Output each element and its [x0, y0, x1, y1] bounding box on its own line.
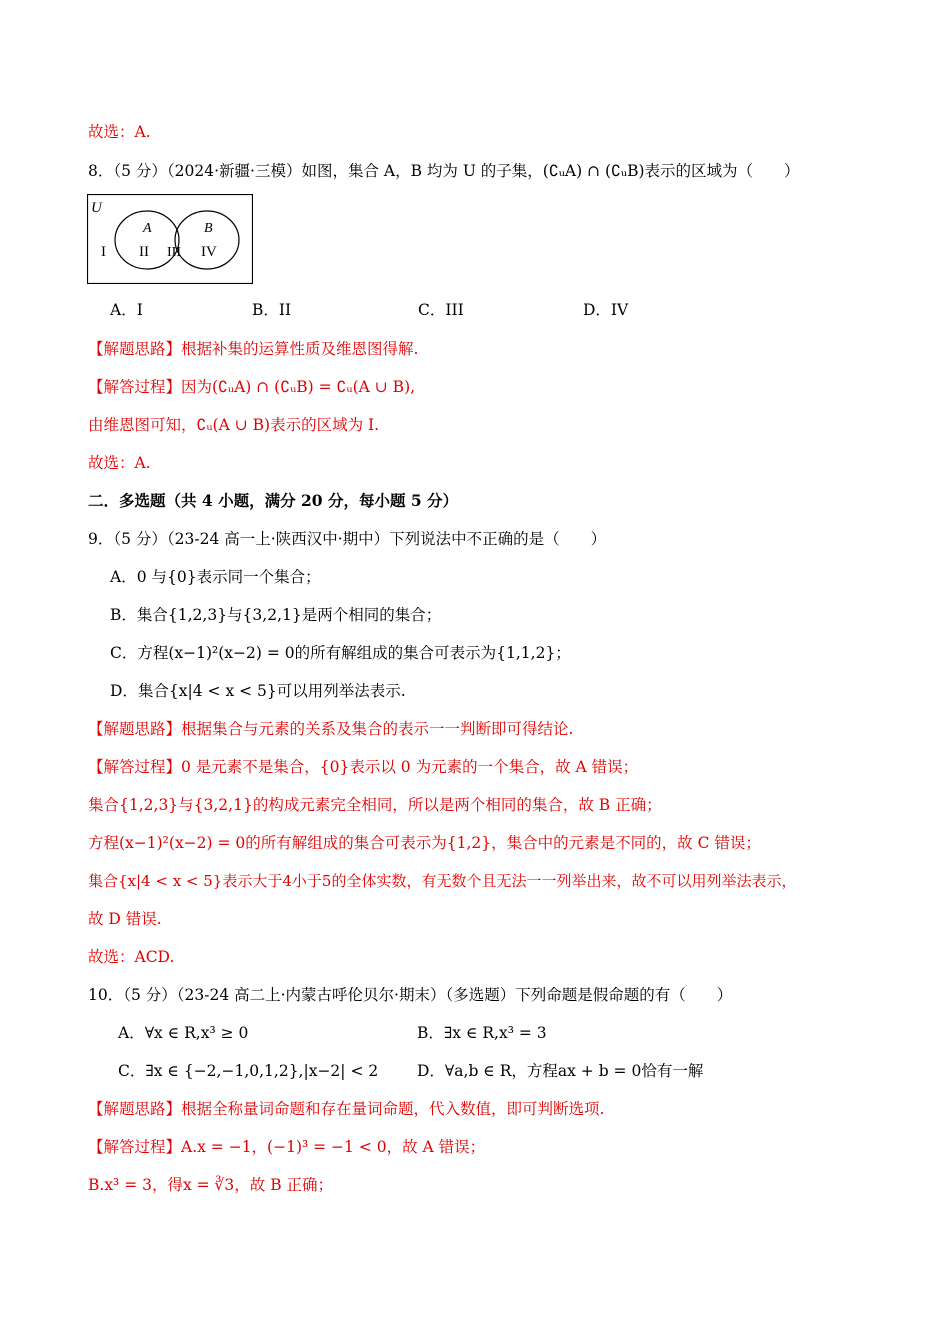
q10-option-c: C．∃x ∈ {−2,−1,0,1,2},|x−2| < 2 [118, 1062, 379, 1080]
q9-option-c: C．方程(x−1)²(x−2) = 0的所有解组成的集合可表示为{1,1,2}； [110, 644, 571, 662]
section-heading: 二．多选题（共 4 小题，满分 20 分，每小题 5 分） [88, 491, 459, 510]
q10-option-d: D．∀a,b ∈ R，方程ax + b = 0恰有一解 [417, 1062, 704, 1080]
q8-solution-idea: 【解题思路】根据补集的运算性质及维恩图得解. [88, 340, 419, 358]
venn-label-u: U [91, 200, 102, 216]
q9-solution-process-4: 集合{x|4 < x < 5}表示大于4小于5的全体实数，有无数个且无法一一列举出来，故不可以用列举法表示， [88, 872, 797, 890]
q9-solution-idea: 【解题思路】根据集合与元素的关系及集合的表示一一判断即可得结论. [88, 720, 574, 738]
question-9: 9．（5 分）（23-24 高一上·陕西汉中·期中）下列说法中不正确的是（ ） [88, 530, 607, 548]
q8-solution-process: 【解答过程】因为(∁ᵤA) ∩ (∁ᵤB) = ∁ᵤ(A ∪ B), [88, 378, 416, 396]
q8-option-d: D．IV [583, 301, 629, 319]
venn-label-b: B [204, 221, 213, 236]
q9-solution-process-1: 【解答过程】0 是元素不是集合，{0}表示以 0 为元素的一个集合，故 A 错误； [88, 758, 639, 776]
venn-region-3: III [167, 245, 181, 260]
venn-region-4: IV [201, 244, 217, 260]
q8-answer: 故选：A. [88, 454, 151, 472]
q9-option-b: B．集合{1,2,3}与{3,2,1}是两个相同的集合； [110, 606, 442, 624]
q9-answer: 故选：ACD. [88, 948, 175, 966]
q10-solution-idea: 【解题思路】根据全称量词命题和存在量词命题，代入数值，即可判断选项. [88, 1100, 605, 1118]
venn-region-2: II [139, 244, 149, 260]
q8-option-c: C．III [418, 301, 464, 319]
venn-region-1: I [101, 244, 106, 260]
q8-option-b: B．II [252, 301, 292, 319]
q9-option-a: A．0 与{0}表示同一个集合； [110, 568, 321, 586]
q10-solution-process-2: B.x³ = 3，得x = ∛3，故 B 正确； [88, 1176, 334, 1194]
q9-solution-process-3: 方程(x−1)²(x−2) = 0的所有解组成的集合可表示为{1,2}，集合中的元素是不同的，故 C 错误； [88, 834, 761, 852]
q8-solution-process-2: 由维恩图可知，∁ᵤ(A ∪ B)表示的区域为 I. [88, 416, 380, 434]
q10-option-b: B．∃x ∈ R,x³ = 3 [417, 1024, 547, 1042]
question-10: 10．（5 分）（23-24 高二上·内蒙古呼伦贝尔·期末）（多选题）下列命题是假命题的有（ ） [88, 986, 733, 1004]
venn-diagram [87, 194, 253, 284]
q9-option-d: D．集合{x|4 < x < 5}可以用列举法表示. [110, 682, 406, 700]
q8-option-a: A．I [110, 301, 143, 319]
question-8: 8．（5 分）（2024·新疆·三模）如图，集合 A，B 均为 U 的子集，(∁ᵤA) ∩ (∁ᵤB)表示的区域为（ ） [88, 162, 800, 180]
q10-option-a: A．∀x ∈ R,x³ ≥ 0 [118, 1024, 249, 1042]
answer-line: 故选：A. [88, 123, 151, 141]
q9-solution-process-5: 故 D 错误. [88, 910, 162, 928]
q10-solution-process-1: 【解答过程】A.x = −1，(−1)³ = −1 < 0，故 A 错误； [88, 1138, 486, 1156]
venn-label-a: A [143, 221, 152, 236]
q9-solution-process-2: 集合{1,2,3}与{3,2,1}的构成元素完全相同，所以是两个相同的集合，故 B 正确； [88, 796, 662, 814]
